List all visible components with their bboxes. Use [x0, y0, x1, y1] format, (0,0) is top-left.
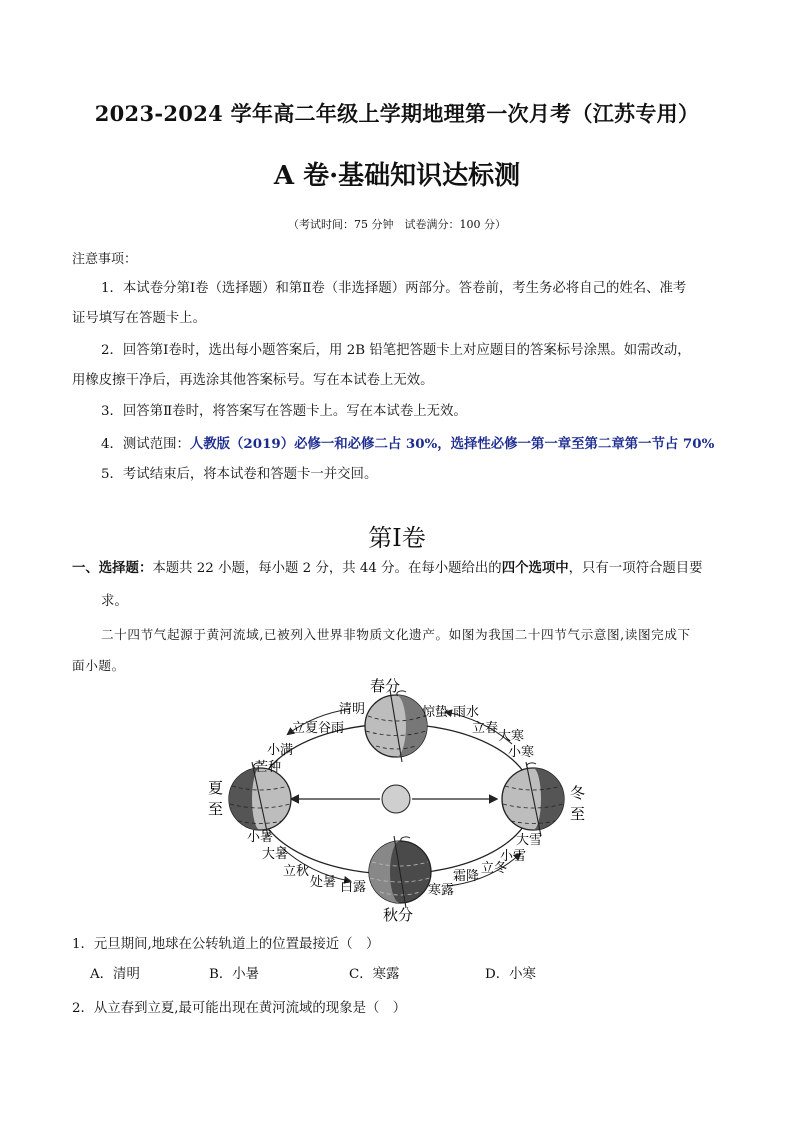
note-5: 5．考试结束后，将本试卷和答题卡一并交回。 — [101, 467, 378, 482]
section-heading — [72, 558, 732, 579]
question-1-option-b: B．小暑 — [209, 967, 260, 982]
label-xiaoshu: 小暑 — [247, 830, 274, 845]
label-daxue: 大雪 — [516, 833, 543, 848]
earth-autumn-equinox — [369, 836, 431, 908]
label-liqiu: 立秋 — [283, 864, 310, 879]
notes-label: 注意事项： — [72, 252, 138, 267]
section-text-3: 求。 — [101, 594, 128, 609]
label-dahan: 大寒 — [498, 729, 525, 744]
label-xiaoxue: 小雪 — [500, 849, 527, 864]
label-lichun: 立春 — [472, 721, 499, 736]
label-dashu: 大暑 — [262, 847, 289, 862]
section-label: 一、选择题： — [72, 560, 153, 576]
sun — [382, 785, 410, 813]
section-text-1: 本题共 22 小题，每小题 2 分，共 44 分。在每小题给出的 — [152, 561, 502, 576]
label-lidong: 立冬 — [481, 861, 508, 876]
question-1-option-a: A．清明 — [90, 967, 140, 982]
label-xiaohan: 小寒 — [508, 745, 535, 760]
label-jingzhe: 惊蛰 — [422, 705, 449, 720]
note-4-prefix: 4．测试范围： — [101, 437, 190, 452]
question-1-option-c: C．寒露 — [349, 967, 400, 982]
section-text-2: ，只有一项符合题目要 — [568, 561, 703, 576]
note-4-scope: 人教版（2019）必修一和必修二占 30%，选择性必修一第一章至第二章第一节占 70% — [189, 436, 715, 452]
note-3: 3．回答第Ⅱ卷时，将答案写在答题卡上。写在本试卷上无效。 — [101, 404, 467, 419]
note-1-line-1: 1．本试卷分第Ⅰ卷（选择题）和第Ⅱ卷（非选择题）两部分。答卷前，考生务必将自己的姓名、准考 — [101, 281, 687, 296]
label-winter-solstice-1: 冬 — [570, 784, 586, 802]
section-text-bold: 四个选项中 — [501, 560, 569, 576]
part-title: 第Ⅰ卷 — [368, 524, 426, 552]
note-1-line-2: 证号填写在答题卡上。 — [72, 311, 206, 326]
label-qingming: 清明 — [339, 702, 366, 717]
paper-subtitle: A 卷·基础知识达标测 — [273, 161, 521, 191]
label-xiaoman: 小满 — [267, 743, 294, 758]
earth-spring-equinox — [365, 690, 427, 762]
label-autumn-equinox: 秋分 — [383, 906, 414, 924]
earth-winter-solstice — [502, 762, 564, 836]
label-mangzhong: 芒种 — [255, 760, 282, 775]
exam-meta: （考试时间：75 分钟 试卷满分：100 分） — [288, 218, 506, 231]
label-winter-solstice-2: 至 — [570, 805, 586, 823]
label-summer-solstice-2: 至 — [208, 800, 224, 818]
label-lixia-guyu: 立夏谷雨 — [292, 721, 345, 736]
question-1: 1．元旦期间,地球在公转轨道上的位置最接近（ ） — [72, 937, 380, 952]
label-summer-solstice-1: 夏 — [208, 779, 224, 797]
intro-line-2: 面小题。 — [72, 658, 125, 673]
label-shuangjiang: 霜降 — [453, 869, 480, 884]
solar-terms-diagram — [200, 676, 600, 926]
label-yushui: 雨水 — [453, 705, 480, 720]
note-4 — [101, 434, 714, 455]
page-title: 2023-2024 学年高二年级上学期地理第一次月考（江苏专用） — [94, 101, 700, 126]
intro-line-1: 二十四节气起源于黄河流域,已被列入世界非物质文化遗产。如图为我国二十四节气示意图,读图完成下 — [101, 627, 691, 642]
note-2-line-2: 用橡皮擦干净后，再选涂其他答案标号。写在本试卷上无效。 — [72, 373, 434, 388]
question-2: 2．从立春到立夏,最可能出现在黄河流域的现象是（ ） — [72, 1001, 407, 1016]
note-2-line-1: 2．回答第Ⅰ卷时，选出每小题答案后，用 2B 铅笔把答题卡上对应题目的答案标号涂黑。如需改动， — [101, 343, 691, 358]
label-hanlu: 寒露 — [428, 883, 455, 898]
label-chushu: 处暑 — [310, 875, 337, 890]
question-1-option-d: D．小寒 — [485, 967, 536, 982]
label-spring-equinox: 春分 — [370, 677, 401, 695]
label-bailu: 白露 — [340, 880, 367, 895]
